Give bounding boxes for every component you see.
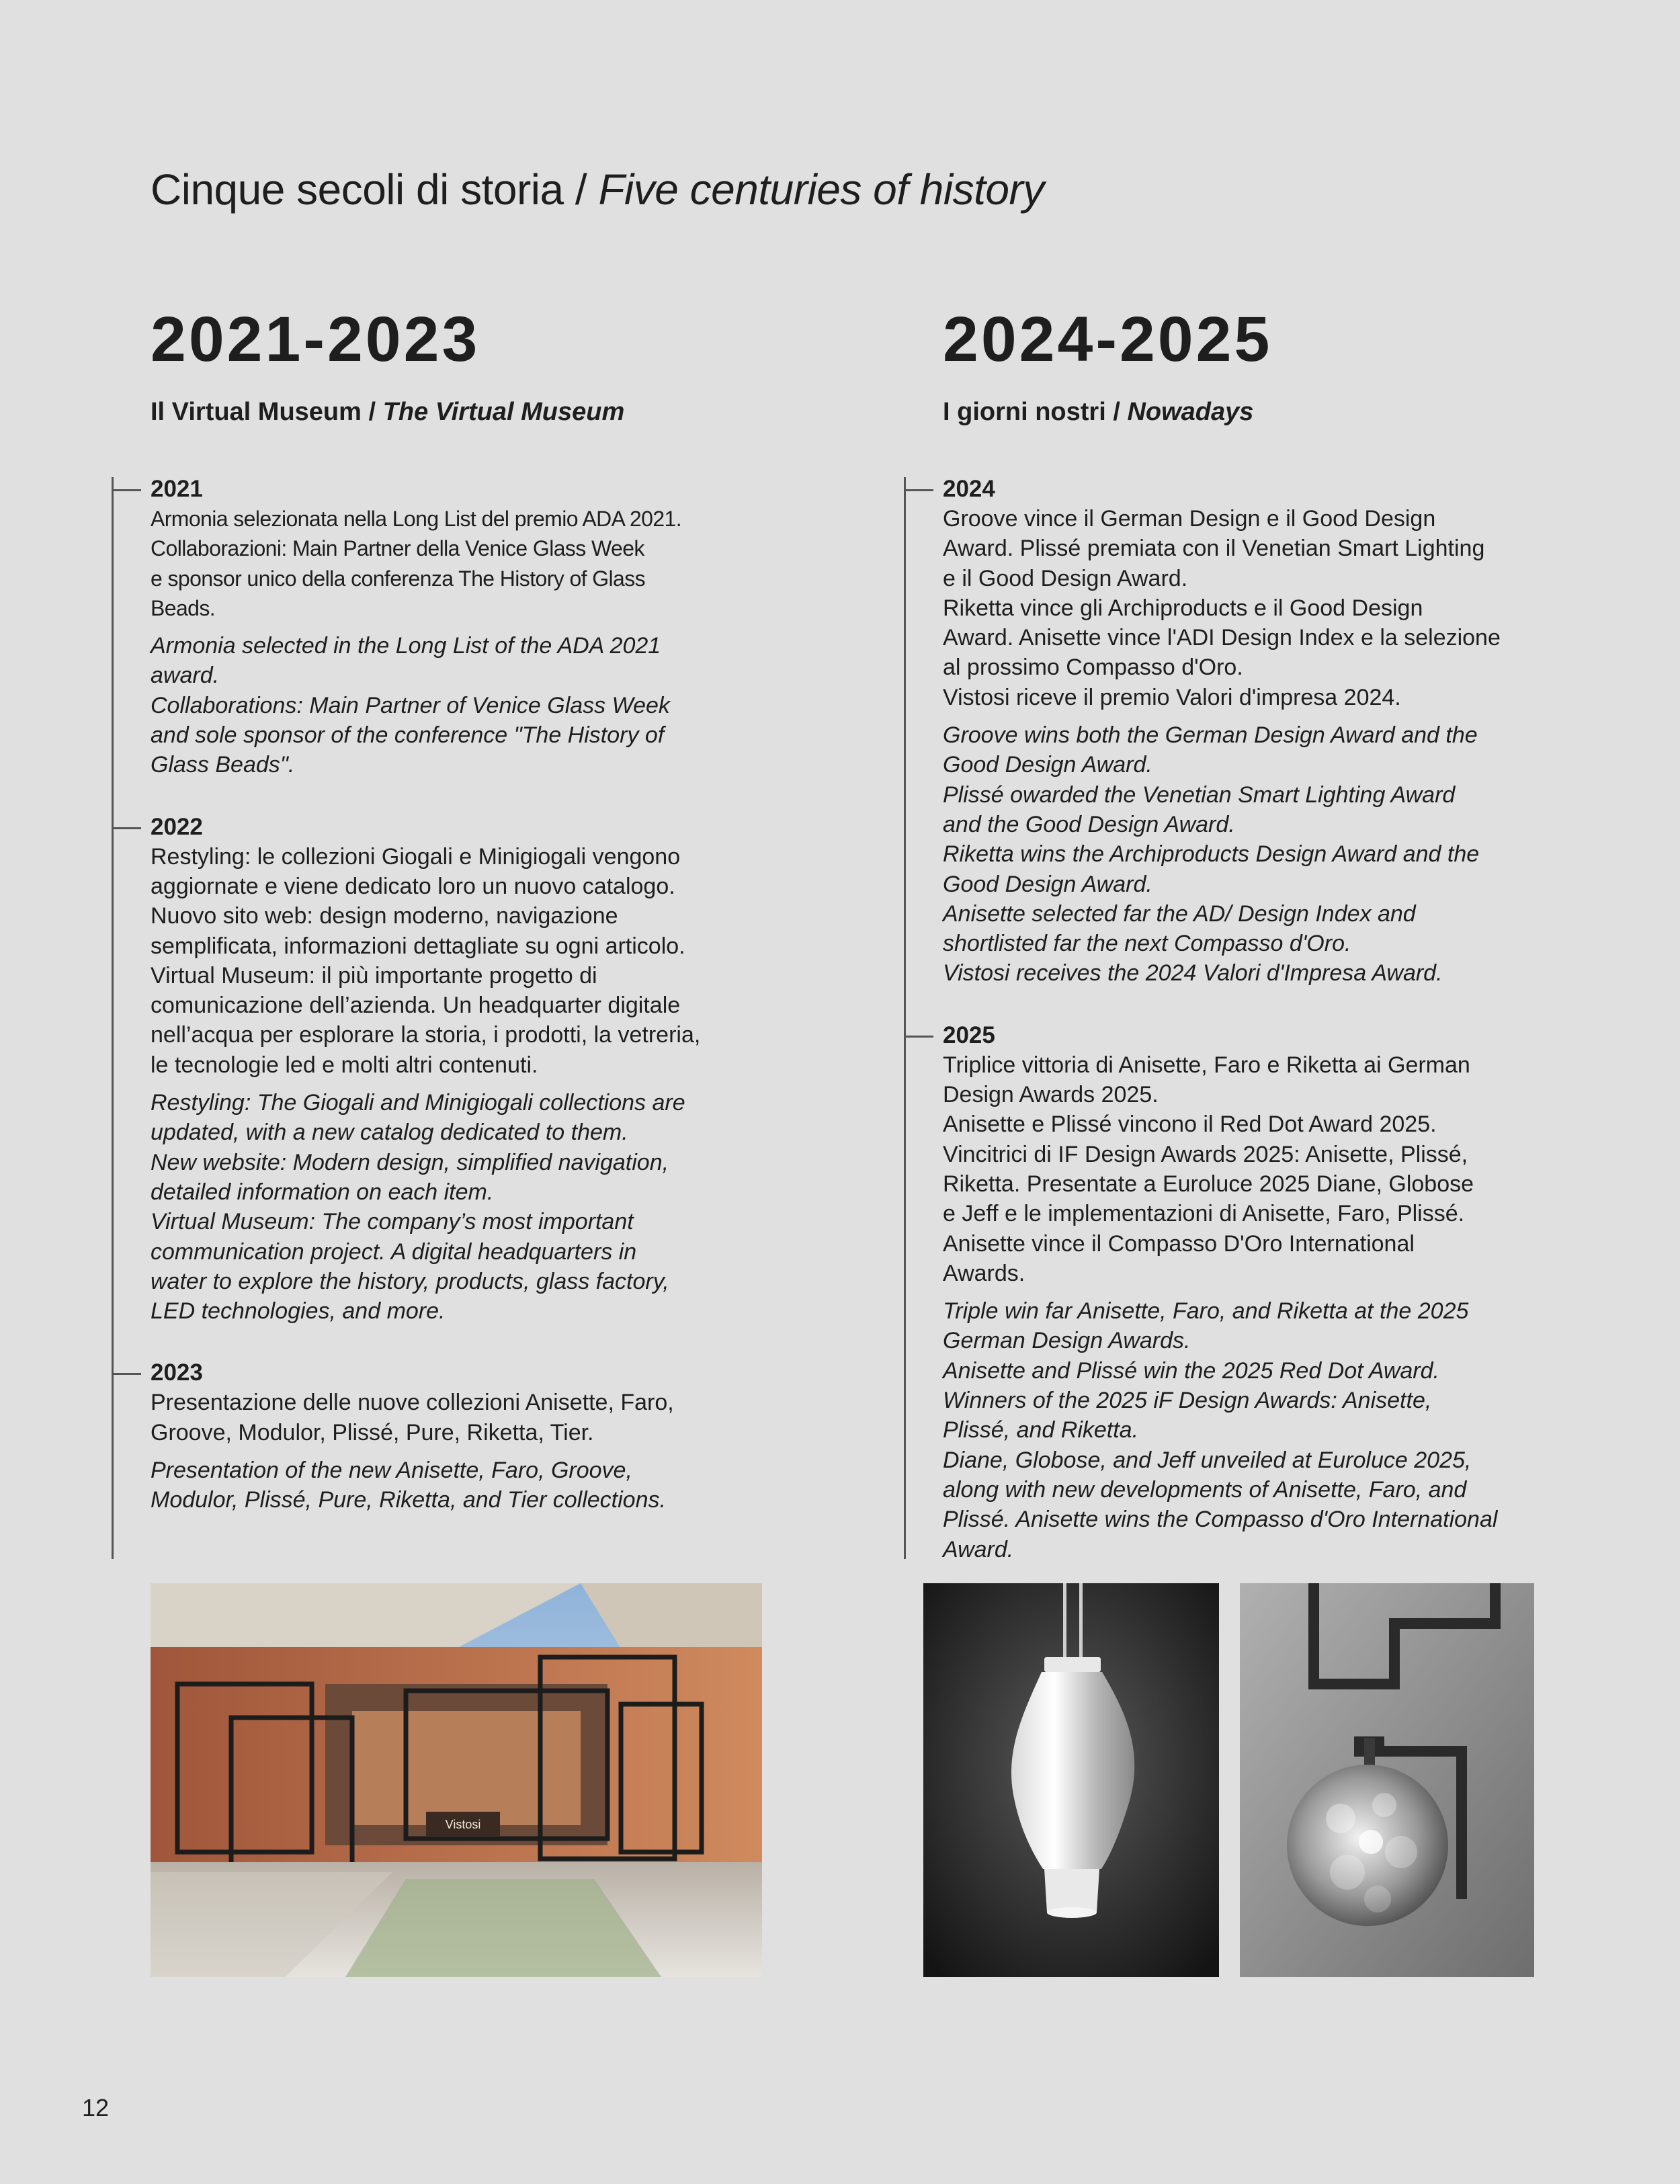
pendant-lamp-photo — [923, 1583, 1219, 1977]
subtitle-right — [943, 398, 1615, 427]
subtitle-right-english: Nowadays — [1127, 398, 1254, 426]
timeline-entry-2025 — [943, 1021, 1615, 1564]
entry-text-english: Restyling: The Giogali and Minigiogali collections are updated, with a new catalog dedicated to them. New website: Modern design, simplified navigation, detailed information on each item. Virtual Museum: The company’s most important communication project. A digital headquarters in water to explore the history, products, glass factory, LED technologies, and more. — [151, 1090, 685, 1325]
subtitle-left-english: The Virtual Museum — [382, 398, 625, 426]
timeline-entry-2024 — [943, 474, 1615, 989]
subtitle-left — [151, 398, 823, 427]
page-title — [151, 165, 1044, 214]
timeline-entries-left — [151, 474, 823, 1515]
left-column-header — [151, 302, 823, 427]
page-title-english: Five centuries of history — [598, 165, 1044, 214]
entry-year: 2024 — [943, 476, 995, 502]
entry-text-italian: Presentazione delle nuove collezioni Anisette, Faro, Groove, Modulor, Plissé, Pure, Riketta, Tier. — [151, 1390, 674, 1445]
right-column-header — [943, 302, 1615, 427]
entry-text-english: Presentation of the new Anisette, Faro, Groove, Modulor, Plissé, Pure, Riketta, and Tier collections. — [151, 1458, 666, 1513]
museum-sign-text: Vistosi — [445, 1818, 481, 1831]
timeline-line-left — [112, 477, 114, 1559]
timeline-tick — [904, 489, 933, 491]
entry-text-italian: Triplice vittoria di Anisette, Faro e Riketta ai German Design Awards 2025. Anisette e Plissé vincono il Red Dot Award 2025. Vincitrici di IF Design Awards 2025: Anisette, Plissé, Riketta. Presentate a Euroluce 2025 Diane, Globose e Jeff e le implementazioni di Anisette, Faro, Plissé. Anisette vince il Compasso D'Oro International Awards. — [943, 1052, 1474, 1286]
entry-year: 2025 — [943, 1021, 995, 1048]
timeline-entries-right — [943, 474, 1615, 1564]
subtitle-left-italian: Il Virtual Museum / — [151, 398, 383, 426]
entry-text-italian: Restyling: le collezioni Giogali e Minigiogali vengono aggiornate e viene dedicato loro un nuovo catalogo. Nuovo sito web: design moderno, navigazione semplificata, informazioni dettagliate su ogni articolo. Virtual Museum: il più importante progetto di comunicazione dell’azienda. Un headquarter digitale nell’acqua per esplorare la storia, i prodotti, la vetreria, le tecnologie led e molti altri contenuti. — [151, 843, 701, 1078]
timeline-entry-2023 — [151, 1358, 823, 1515]
entry-year: 2023 — [151, 1359, 203, 1386]
virtual-museum-photo — [151, 1583, 762, 1977]
years-heading-left: 2021-2023 — [151, 304, 480, 375]
entry-text-english: Triple win far Anisette, Faro, and Riketta at the 2025 German Design Awards. Anisette and Plissé win the 2025 Red Dot Award. Winners of the 2025 iF Design Awards: Anisette, Plissé, and Riketta. Diane, Globose, and Jeff unveiled at Euroluce 2025, along with new developments of Anisette, Faro, and Plissé. Anisette wins the Compasso d'Oro International Award. — [943, 1298, 1498, 1562]
timeline-entry-2022 — [151, 812, 823, 1327]
wall-lamp-photo — [1240, 1583, 1534, 1977]
entry-text-english: Armonia selected in the Long List of the ADA 2021 award. Collaborations: Main Partner of Venice Glass Week and sole sponsor of the conference "The History of Glass Beads". — [151, 633, 670, 778]
page-title-italian: Cinque secoli di storia / — [151, 165, 599, 214]
timeline-line-right — [904, 477, 906, 1559]
entry-text-italian: Armonia selezionata nella Long List del premio ADA 2021. Collaborazioni: Main Partner della Venice Glass Week e sponsor unico della conferenza The History of Glass Beads. — [151, 507, 682, 620]
timeline-tick — [112, 1373, 141, 1375]
timeline-tick — [112, 827, 141, 829]
timeline-entry-2021 — [151, 474, 823, 780]
entry-year: 2022 — [151, 813, 203, 840]
timeline-tick — [904, 1036, 933, 1038]
page-number: 12 — [82, 2094, 110, 2122]
entry-text-italian: Groove vince il German Design e il Good Design Award. Plissé premiata con il Venetian Smart Lighting e il Good Design Award. Riketta vince gli Archiproducts e il Good Design Award. Anisette vince l'ADI Design Index e la selezione al prossimo Compasso d'Oro. Vistosi riceve il premio Valori d'impresa 2024. — [943, 506, 1501, 710]
years-heading-right: 2024-2025 — [943, 304, 1273, 375]
entry-text-english: Groove wins both the German Design Award and the Good Design Award. Plissé owarded the Venetian Smart Lighting Award and the Good Design Award. Riketta wins the Archiproducts Design Award and the Good Design Award. Anisette selected far the AD/ Design Index and shortlisted far the next Compasso d'Oro. Vistosi receives the 2024 Valori d'Impresa Award. — [943, 722, 1480, 986]
timeline-tick — [112, 489, 141, 491]
entry-year: 2021 — [151, 476, 203, 502]
subtitle-right-italian: I giorni nostri / — [943, 398, 1128, 426]
